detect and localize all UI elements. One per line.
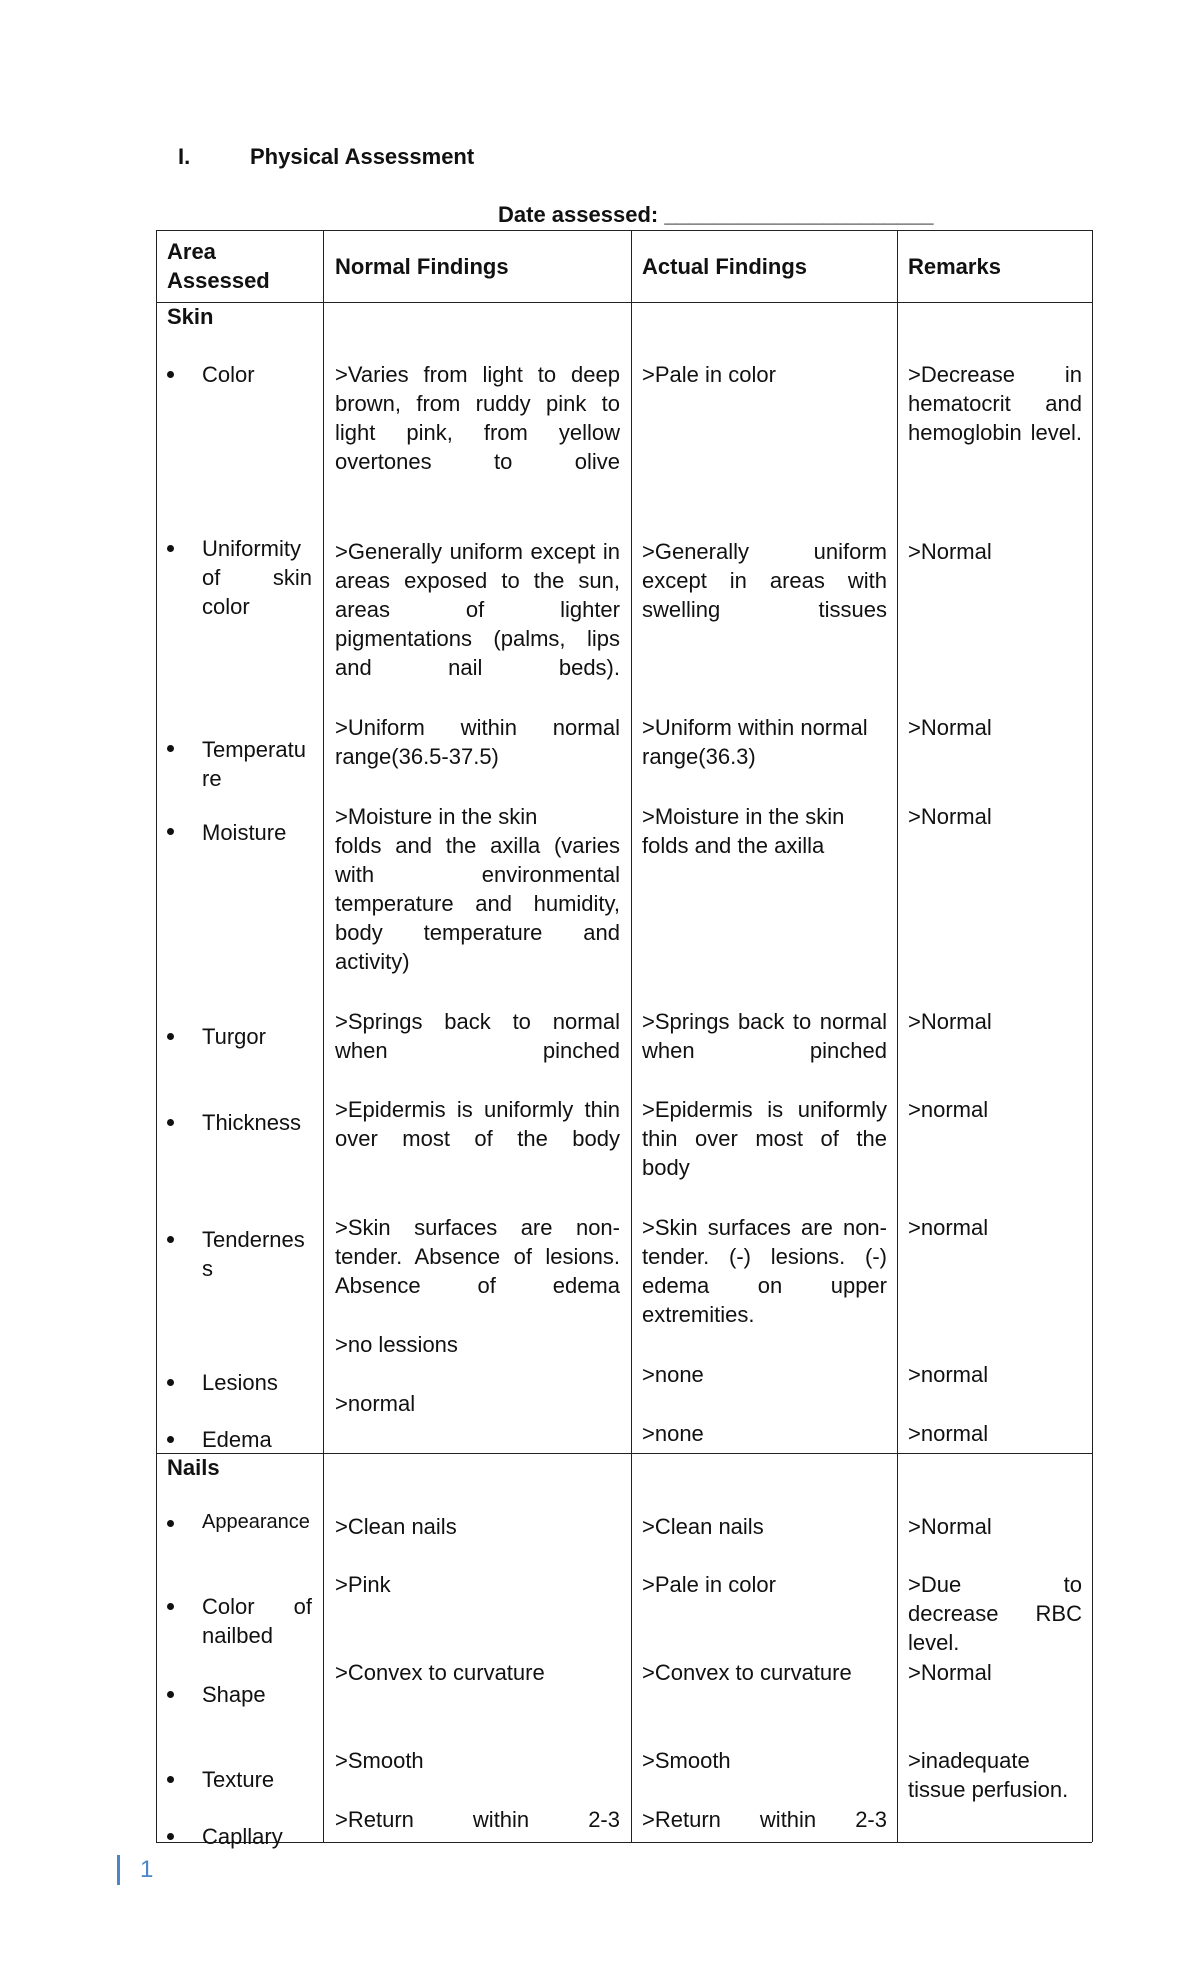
bullet-icon [167, 371, 174, 378]
skin-color-actual: >Pale in color [642, 362, 776, 387]
bullet-icon [167, 1776, 174, 1783]
skin-lesions-normal: >no lessions [335, 1332, 458, 1357]
nails-color-remarks: >Due to decrease RBC level. [908, 1572, 1082, 1655]
nails-shape-remarks: >Normal [908, 1660, 992, 1685]
nails-texture-normal: >Smooth [335, 1748, 424, 1773]
bullet-icon [167, 1603, 174, 1610]
nails-shape-normal: >Convex to curvature [335, 1660, 545, 1685]
date-assessed-label: Date assessed: ______________________ [498, 202, 934, 227]
bullet-icon [167, 1236, 174, 1243]
skin-edema-remarks: >normal [908, 1421, 989, 1446]
skin-turgor-label: Turgor [202, 1024, 266, 1049]
skin-temperature-actual: >Uniform within normal range(36.3) [642, 715, 868, 769]
skin-color-normal: >Varies from light to deep brown, from ruddy pink to light pink, from yellow overtones to olive [335, 362, 620, 474]
column-line-3 [897, 230, 898, 1842]
bullet-icon [167, 828, 174, 835]
nails-shape-label: Shape [202, 1682, 266, 1707]
skin-uniformity-label: Uniformity of skin color [202, 536, 312, 619]
header-actual-findings: Actual Findings [642, 254, 807, 279]
nails-color-normal: >Pink [335, 1572, 391, 1597]
skin-turgor-normal: >Springs back to normal when pinched [335, 1009, 620, 1063]
nails-appearance-label: Appearance [202, 1511, 310, 1533]
column-line-right [1092, 230, 1093, 1842]
column-line-left [156, 230, 157, 1842]
skin-color-remarks: >Decrease in hematocrit and hemoglobin level. [908, 362, 1082, 445]
nails-texture-actual: >Smooth [642, 1748, 731, 1773]
skin-moisture-actual: >Moisture in the skin folds and the axilla [642, 804, 845, 858]
bullet-icon [167, 1520, 174, 1527]
skin-turgor-remarks: >Normal [908, 1009, 992, 1034]
nails-shape-actual: >Convex to curvature [642, 1660, 852, 1685]
skin-tenderness-label: Tenderness [202, 1227, 305, 1281]
skin-temperature-normal: >Uniform within normal range(36.5-37.5) [335, 715, 620, 769]
skin-tenderness-actual: >Skin surfaces are non-tender. (-) lesions. (-) edema on upper extremities. [642, 1215, 887, 1327]
skin-nails-divider [156, 1453, 1092, 1454]
bullet-icon [167, 1436, 174, 1443]
skin-thickness-remarks: >normal [908, 1097, 989, 1122]
bullet-icon [167, 1033, 174, 1040]
bullet-icon [167, 1119, 174, 1126]
skin-thickness-actual: >Epidermis is uniformly thin over most of the body [642, 1097, 887, 1180]
nails-texture-label: Texture [202, 1767, 275, 1792]
column-line-1 [323, 230, 324, 1842]
skin-moisture-remarks: >Normal [908, 804, 992, 829]
skin-moisture-normal-line1: >Moisture in the skin [335, 804, 538, 829]
nails-appearance-remarks: >Normal [908, 1514, 992, 1539]
skin-label: Skin [167, 304, 214, 329]
skin-color-label: Color [202, 362, 255, 387]
nails-label: Nails [167, 1455, 220, 1480]
skin-thickness-normal: >Epidermis is uniformly thin over most of the body [335, 1097, 620, 1151]
nails-capillary-label: Capllary [202, 1824, 283, 1849]
skin-temperature-remarks: >Normal [908, 715, 992, 740]
nails-appearance-normal: >Clean nails [335, 1514, 457, 1539]
skin-thickness-label: Thickness [202, 1110, 302, 1135]
header-divider [156, 302, 1092, 303]
column-line-2 [631, 230, 632, 1842]
bullet-icon [167, 545, 174, 552]
table-border-top [156, 230, 1092, 231]
nails-color-actual: >Pale in color [642, 1572, 776, 1597]
nails-appearance-actual: >Clean nails [642, 1514, 764, 1539]
skin-moisture-label: Moisture [202, 820, 287, 845]
section-number: I. [178, 144, 191, 169]
skin-lesions-label: Lesions [202, 1370, 278, 1395]
skin-edema-actual: >none [642, 1421, 704, 1446]
nails-capillary-normal: >Return within 2-3 [335, 1807, 620, 1832]
nails-texture-remarks: >inadequate tissue perfusion. [908, 1748, 1069, 1802]
nails-capillary-actual: >Return within 2-3 [642, 1807, 887, 1832]
section-title: Physical Assessment [250, 144, 475, 169]
header-normal-findings: Normal Findings [335, 254, 509, 279]
table-border-bottom [156, 1842, 1092, 1843]
bullet-icon [167, 1833, 174, 1840]
nails-color-label: Color of nailbed [202, 1594, 312, 1648]
skin-tenderness-normal: >Skin surfaces are non-tender. Absence of lesions. Absence of edema [335, 1215, 620, 1298]
skin-lesions-actual: >none [642, 1362, 704, 1387]
bullet-icon [167, 745, 174, 752]
skin-uniformity-remarks: >Normal [908, 539, 992, 564]
page-number-bar [117, 1855, 120, 1885]
skin-moisture-normal: folds and the axilla (varies with environmental temperature and humidity, body temperature and activity) [335, 833, 620, 974]
header-remarks: Remarks [908, 254, 1001, 279]
skin-turgor-actual: >Springs back to normal when pinched [642, 1009, 887, 1063]
skin-tenderness-remarks: >normal [908, 1215, 989, 1240]
skin-edema-normal: >normal [335, 1391, 416, 1416]
skin-edema-label: Edema [202, 1427, 272, 1452]
bullet-icon [167, 1691, 174, 1698]
skin-lesions-remarks: >normal [908, 1362, 989, 1387]
bullet-icon [167, 1379, 174, 1386]
page-number: 1 [140, 1856, 154, 1883]
skin-temperature-label: Temperature [202, 737, 306, 791]
skin-uniformity-normal: >Generally uniform except in areas exposed to the sun, areas of lighter pigmentations (palms, lips and nail beds). [335, 539, 620, 680]
skin-uniformity-actual: >Generally uniform except in areas with swelling tissues [642, 539, 887, 622]
header-area-assessed: Area Assessed [167, 239, 270, 293]
